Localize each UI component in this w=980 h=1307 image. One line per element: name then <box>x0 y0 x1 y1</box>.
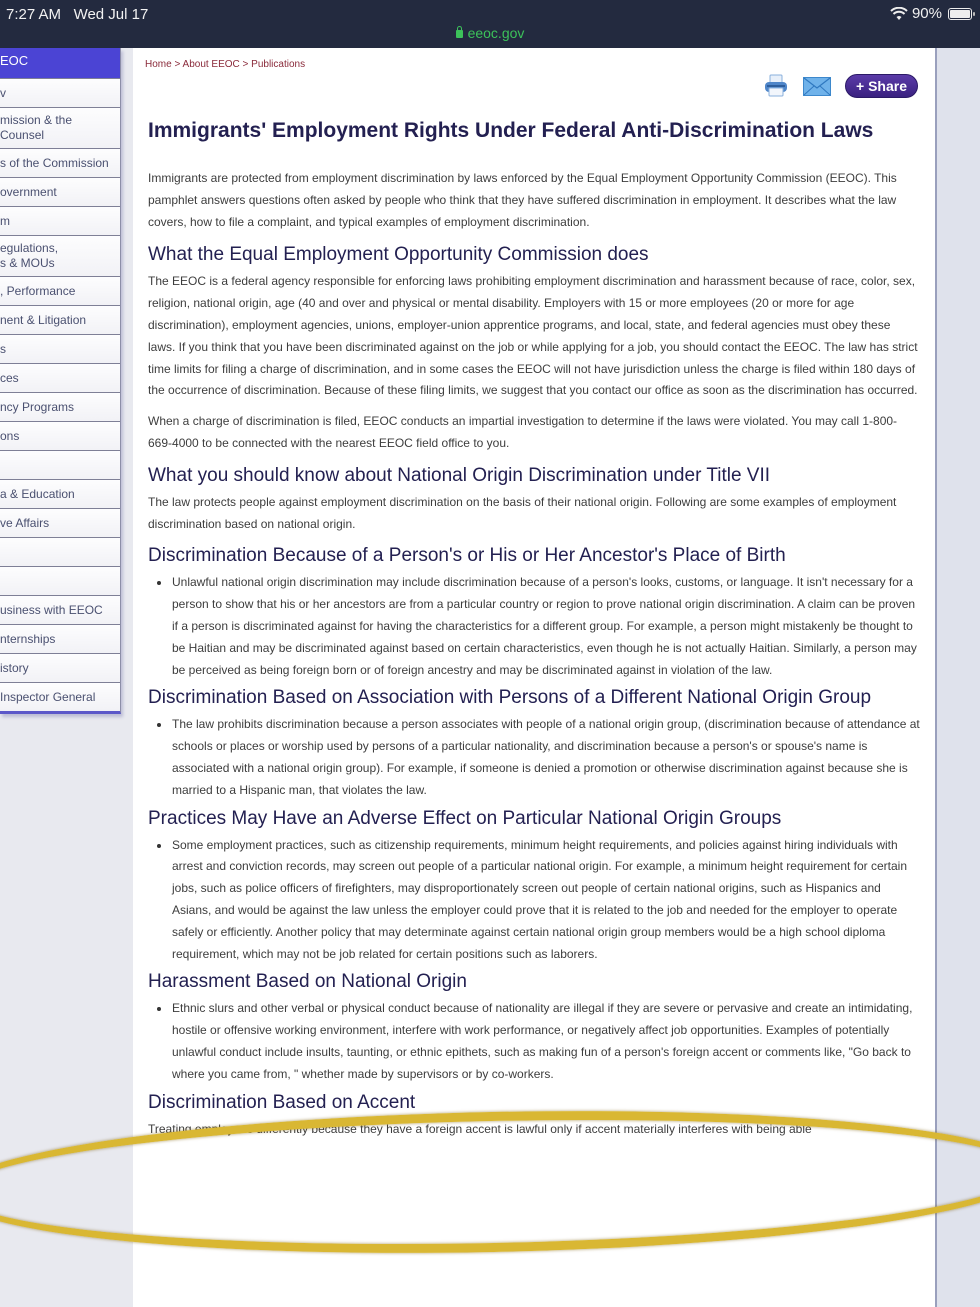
sidebar-item[interactable] <box>0 392 120 421</box>
section-paragraph: When a charge of discrimination is filed, EEOC conducts an impartial investigation to determine if the laws were violated. You may call 1-800-669-4000 to be connected with the nearest EEOC field office to you. <box>148 414 898 450</box>
sidebar-item[interactable] <box>0 78 120 107</box>
sidebar-item-label: m <box>0 214 10 228</box>
sidebar-item[interactable] <box>0 177 120 206</box>
section-heading: Practices May Have an Adverse Effect on Particular National Origin Groups <box>148 807 782 829</box>
bullet-item: Unlawful national origin discrimination may include discrimination because of a person's looks, customs, or language. It isn't necessary for a person to show that his or her ancestors are from a particular country or region to prove national origin discrimination. A claim can be proven if a person is discriminated against for having the characteristics for a different group. For example, a person might mistakenly be thought to be Haitian and may be discriminated against based on certain characteristics, even though he is not actually Haitian. Similarly, a person may be perceived as being foreign born or of foreign ancestry and may be discriminated against in violation of the law. <box>148 572 920 681</box>
sidebar-item[interactable] <box>0 206 120 235</box>
bullet-item: Ethnic slurs and other verbal or physical conduct because of nationality are illegal if they are severe or pervasive and create an intimidating, hostile or offensive working environment, interfere with work performance, or negatively affect job opportunities. Examples of potentially unlawful conduct include insults, taunting, or ethnic epithets, such as making fun of a person's foreign accent or comments like, "Go back to where you came from, " whether made by supervisors or by co-workers. <box>148 998 920 1085</box>
section-heading: Harassment Based on National Origin <box>148 971 467 993</box>
sidebar-item[interactable] <box>0 148 120 177</box>
page-margin <box>935 48 980 1307</box>
sidebar-item[interactable] <box>0 363 120 392</box>
sidebar-item-label: nternships <box>0 632 56 646</box>
sidebar-item[interactable] <box>0 276 120 305</box>
bullet-item: Some employment practices, such as citizenship requirements, minimum height requirements, and policies against hiring individuals with arrest and conviction records, may screen out people of a particular national origin. For example, a minimum height requirement for certain jobs, such as police officers of firefighters, may disproportionately screen out people of certain national origins, such as Hispanics and Asians, and would be against the law unless the employer could prove that it is related to the job and needed for the employer to operate safely or efficiently. Another policy that may determinate against certain national origin group members would be a high school diploma requirement, which may not be job related for certain positions such as laborers. <box>148 835 920 966</box>
section-paragraph: Treating employees differently because they have a foreign accent is lawful only if accent materially interferes with being able <box>148 1121 812 1136</box>
intro-paragraph: Immigrants are protected from employment discrimination by laws enforced by the Equal Employment Opportunity Commission (EEOC). This pamphlet answers questions often asked by people who think that they have suffered discrimination in employment. It describes what the law covers, how to file a complaint, and typical examples of employment discrimination. <box>148 171 897 229</box>
sidebar-item[interactable] <box>0 682 120 711</box>
sidebar-item-label <box>0 574 3 588</box>
battery-percent: 90% <box>911 5 942 22</box>
article-body <box>148 168 920 1149</box>
sidebar-header[interactable]: EOC <box>0 48 120 78</box>
sidebar-item-label: overnment <box>0 185 57 199</box>
sidebar-item-label: Inspector General <box>0 690 96 704</box>
bullet-list <box>148 835 920 966</box>
mail-icon[interactable] <box>803 77 831 96</box>
battery-icon <box>948 8 972 20</box>
sidebar-item[interactable] <box>0 235 120 276</box>
sidebar-item[interactable] <box>0 653 120 682</box>
status-time <box>6 6 148 23</box>
sidebar-item[interactable] <box>0 334 120 363</box>
sidebar-item-label: ces <box>0 371 19 385</box>
sidebar-item-label: mission & the <box>0 113 73 127</box>
section-paragraph: The EEOC is a federal agency responsible for enforcing laws prohibiting employment discrimination and harassment because of race, color, sex, religion, national origin, age (40 and over and physical or mental disability. Employers with 15 or more employees (20 or more for age discrimination), employment agencies, unions, employer-union apprentice programs, and local, state, and federal agencies must obey these laws. If you think that you have been discriminated against on the job or while applying for a job, you should contact the EEOC. The law has strict time limits for filing a charge of discrimination, and in some cases the EEOC will not have jurisdiction unless the charge is filed within 180 days of the occurrence of discrimination. Because of these filing limits, we suggest that you contact our office as soon as the discrimination has occurred. <box>148 274 918 398</box>
sidebar-item-label: Counsel <box>0 128 45 142</box>
status-bar <box>0 0 980 48</box>
sidebar-item-label <box>0 458 3 472</box>
page-title: Immigrants' Employment Rights Under Federal Anti-Discrimination Laws <box>148 119 874 142</box>
sidebar-item-label: , Performance <box>0 284 76 298</box>
sidebar-item[interactable] <box>0 421 120 450</box>
bullet-list <box>148 998 920 1085</box>
sidebar-item-label: nent & Litigation <box>0 313 87 327</box>
sidebar-item-label: usiness with EEOC <box>0 603 103 617</box>
page-tools <box>763 74 918 98</box>
sidebar-item-label: v <box>0 86 6 100</box>
sidebar-item[interactable] <box>0 508 120 537</box>
main-content <box>133 48 935 1307</box>
sidebar-nav <box>0 48 121 714</box>
section-paragraph: The law protects people against employment discrimination on the basis of their national origin. Following are some examples of employment discrimination based on national origin. <box>148 494 897 531</box>
sidebar-item-label: ons <box>0 429 20 443</box>
sidebar-item-label: a & Education <box>0 487 75 501</box>
section-heading: Discrimination Based on Accent <box>148 1091 416 1113</box>
breadcrumb[interactable]: Home > About EEOC > Publications <box>145 59 306 70</box>
time: 7:27 AM <box>6 6 62 23</box>
sidebar-item-label <box>0 545 3 559</box>
date: Wed Jul 17 <box>73 6 149 23</box>
sidebar-item-label: egulations, <box>0 241 59 255</box>
bullet-item: The law prohibits discrimination because a person associates with people of a national origin group, (discrimination because of attendance at schools or places or worship used by persons of a particular nationality, and discrimination because a person's or spouse's name is associated with a national origin group). For example, if someone is denied a promotion or otherwise discrimination against because she is married to a Hispanic man, that violates the law. <box>148 714 920 801</box>
url-text[interactable]: eeoc.gov <box>467 25 525 41</box>
sidebar-item-label: ncy Programs <box>0 400 75 414</box>
sidebar-item[interactable] <box>0 107 120 148</box>
sidebar-item[interactable] <box>0 450 120 479</box>
bullet-list <box>148 714 920 801</box>
sidebar-item[interactable] <box>0 537 120 566</box>
sidebar-item[interactable] <box>0 479 120 508</box>
section-heading: What the Equal Employment Opportunity Commission does <box>148 244 649 266</box>
sidebar-item-label: istory <box>0 661 29 675</box>
sidebar-item[interactable] <box>0 566 120 595</box>
section-heading: Discrimination Because of a Person's or His or Her Ancestor's Place of Birth <box>148 545 786 567</box>
status-indicators <box>890 5 972 22</box>
printer-icon[interactable] <box>763 74 789 98</box>
sidebar-item[interactable] <box>0 305 120 334</box>
sidebar-item-label: ve Affairs <box>0 516 50 530</box>
sidebar-item[interactable] <box>0 624 120 653</box>
bullet-list <box>148 572 920 681</box>
sidebar-item-label: s & MOUs <box>0 256 55 270</box>
url-bar[interactable] <box>0 25 980 41</box>
sidebar-item[interactable] <box>0 595 120 624</box>
wifi-icon <box>890 7 908 21</box>
lock-icon <box>456 30 463 38</box>
section-heading: Discrimination Based on Association with Persons of a Different National Origin Group <box>148 687 872 709</box>
section-heading: What you should know about National Origin Discrimination under Title VII <box>148 464 771 486</box>
share-button[interactable]: + Share <box>845 74 918 98</box>
sidebar-item-label: s <box>0 342 6 356</box>
sidebar-item-label: s of the Commission <box>0 156 109 170</box>
